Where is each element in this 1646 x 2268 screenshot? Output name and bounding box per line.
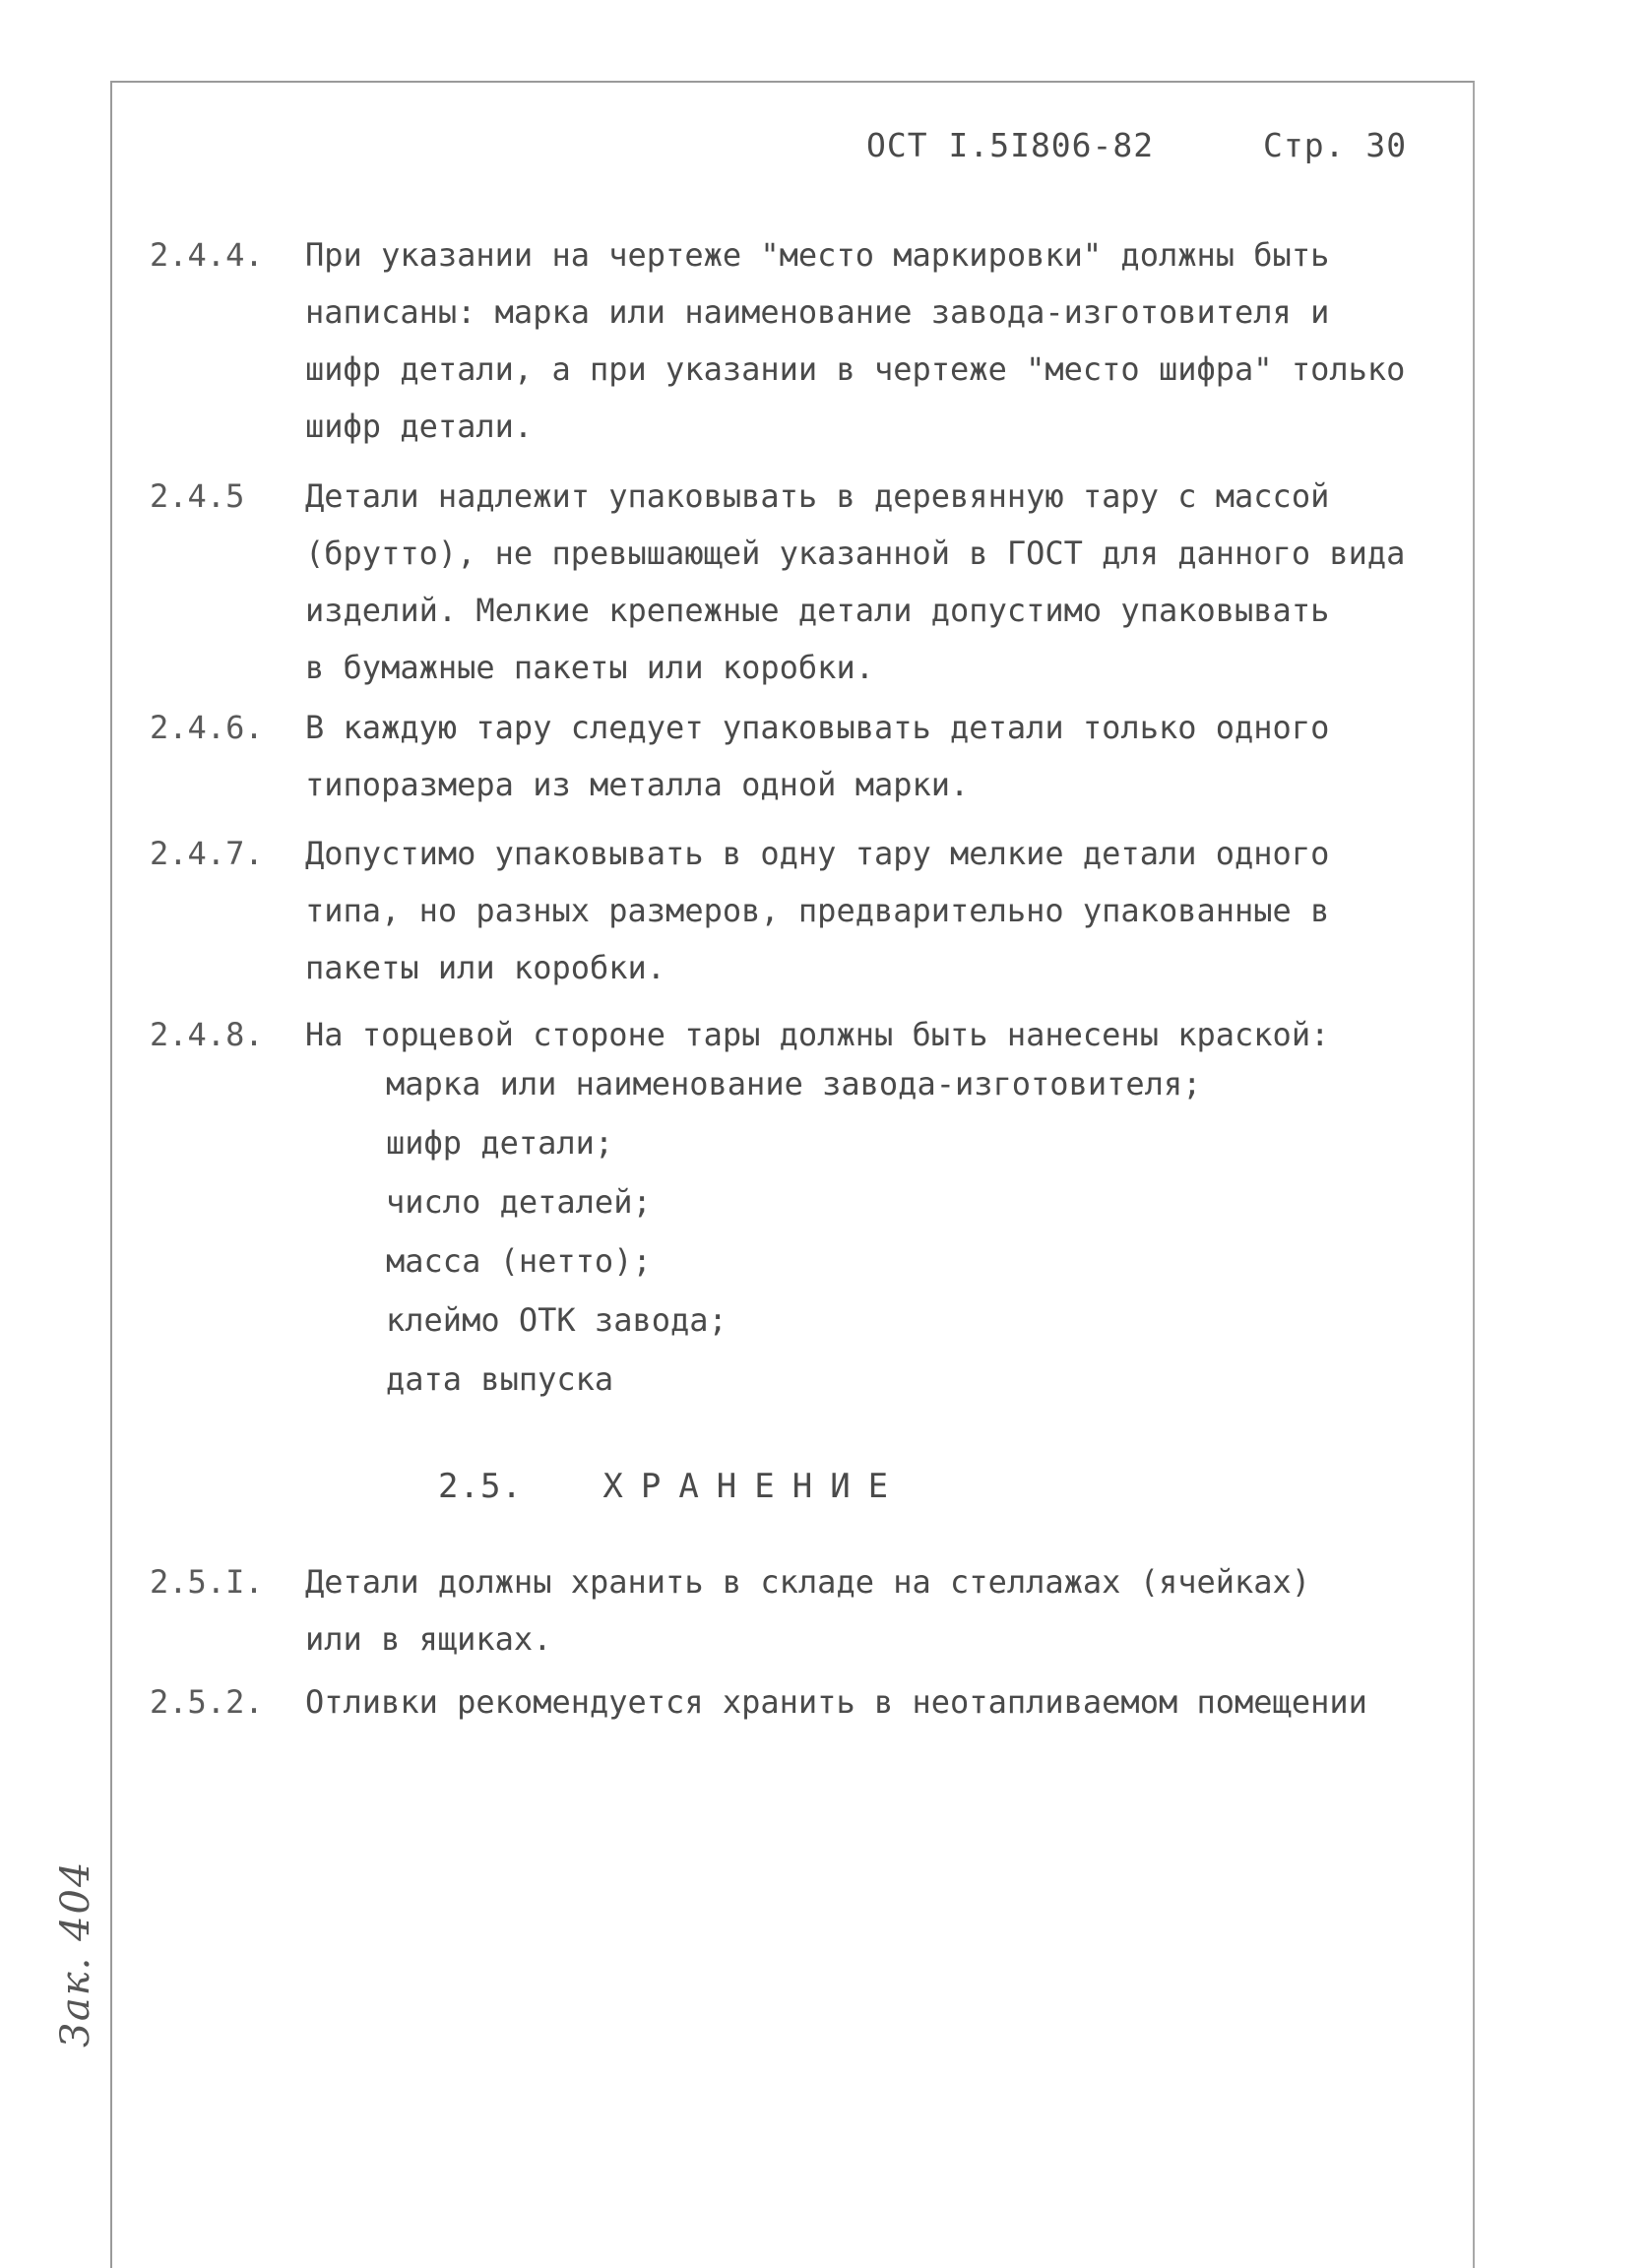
order-stamp: Зак. 404 [53, 1859, 98, 2048]
section-heading [438, 1467, 906, 1506]
clause-2-4-5 [150, 468, 1585, 696]
marking-list-item: масса (нетто); [386, 1242, 652, 1280]
clause-number: 2.4.8. [150, 1016, 264, 1053]
clause-number: 2.4.4. [150, 236, 264, 274]
clause-text: При указании на чертеже "место маркировки" должны быть написаны: марка или наименование завода-изготовителя и шифр детали, а при указании в чертеже "место шифра" только шифр детали. [305, 236, 1406, 445]
section-number: 2.5. [438, 1467, 523, 1506]
marking-list-item: число деталей; [386, 1183, 652, 1221]
clause-2-5-2 [150, 1673, 1585, 1731]
clause-number: 2.5.I. [150, 1563, 264, 1601]
clause-number: 2.4.6. [150, 709, 264, 746]
clause-2-4-4 [150, 226, 1585, 455]
marking-list-item: шифр детали; [386, 1124, 614, 1162]
section-title: ХРАНЕНИЕ [602, 1467, 907, 1506]
clause-2-5-1 [150, 1553, 1585, 1668]
clause-text: Отливки рекомендуется хранить в неотапливаемом помещении [305, 1683, 1367, 1721]
marking-list-item: клеймо ОТК завода; [386, 1301, 728, 1339]
document-header [866, 126, 1407, 164]
clause-text: Детали надлежит упаковывать в деревянную тару с массой (брутто), не превышающей указанной в ГОСТ для данного вида изделий. Мелкие крепежные детали допустимо упаковывать в бумажные пакеты или коробки. [305, 477, 1406, 686]
page-number: Стр. 30 [1263, 126, 1408, 164]
marking-list-item: дата выпуска [386, 1360, 614, 1398]
standard-code: ОСТ I.5I806-82 [866, 126, 1155, 164]
clause-number: 2.5.2. [150, 1683, 264, 1721]
clause-2-4-7 [150, 825, 1585, 996]
clause-text: В каждую тару следует упаковывать детали только одного типоразмера из металла одной марки. [305, 709, 1330, 803]
clause-number: 2.4.7. [150, 835, 264, 872]
clause-number: 2.4.5 [150, 477, 245, 515]
marking-list-item: марка или наименование завода-изготовителя; [386, 1065, 1202, 1102]
clause-text: На торцевой стороне тары должны быть нанесены краской: [305, 1016, 1330, 1053]
clause-2-4-6 [150, 699, 1585, 813]
clause-text: Допустимо упаковывать в одну тару мелкие детали одного типа, но разных размеров, предварительно упакованные в пакеты или коробки. [305, 835, 1330, 986]
clause-text: Детали должны хранить в складе на стеллажах (ячейках) или в ящиках. [305, 1563, 1311, 1658]
